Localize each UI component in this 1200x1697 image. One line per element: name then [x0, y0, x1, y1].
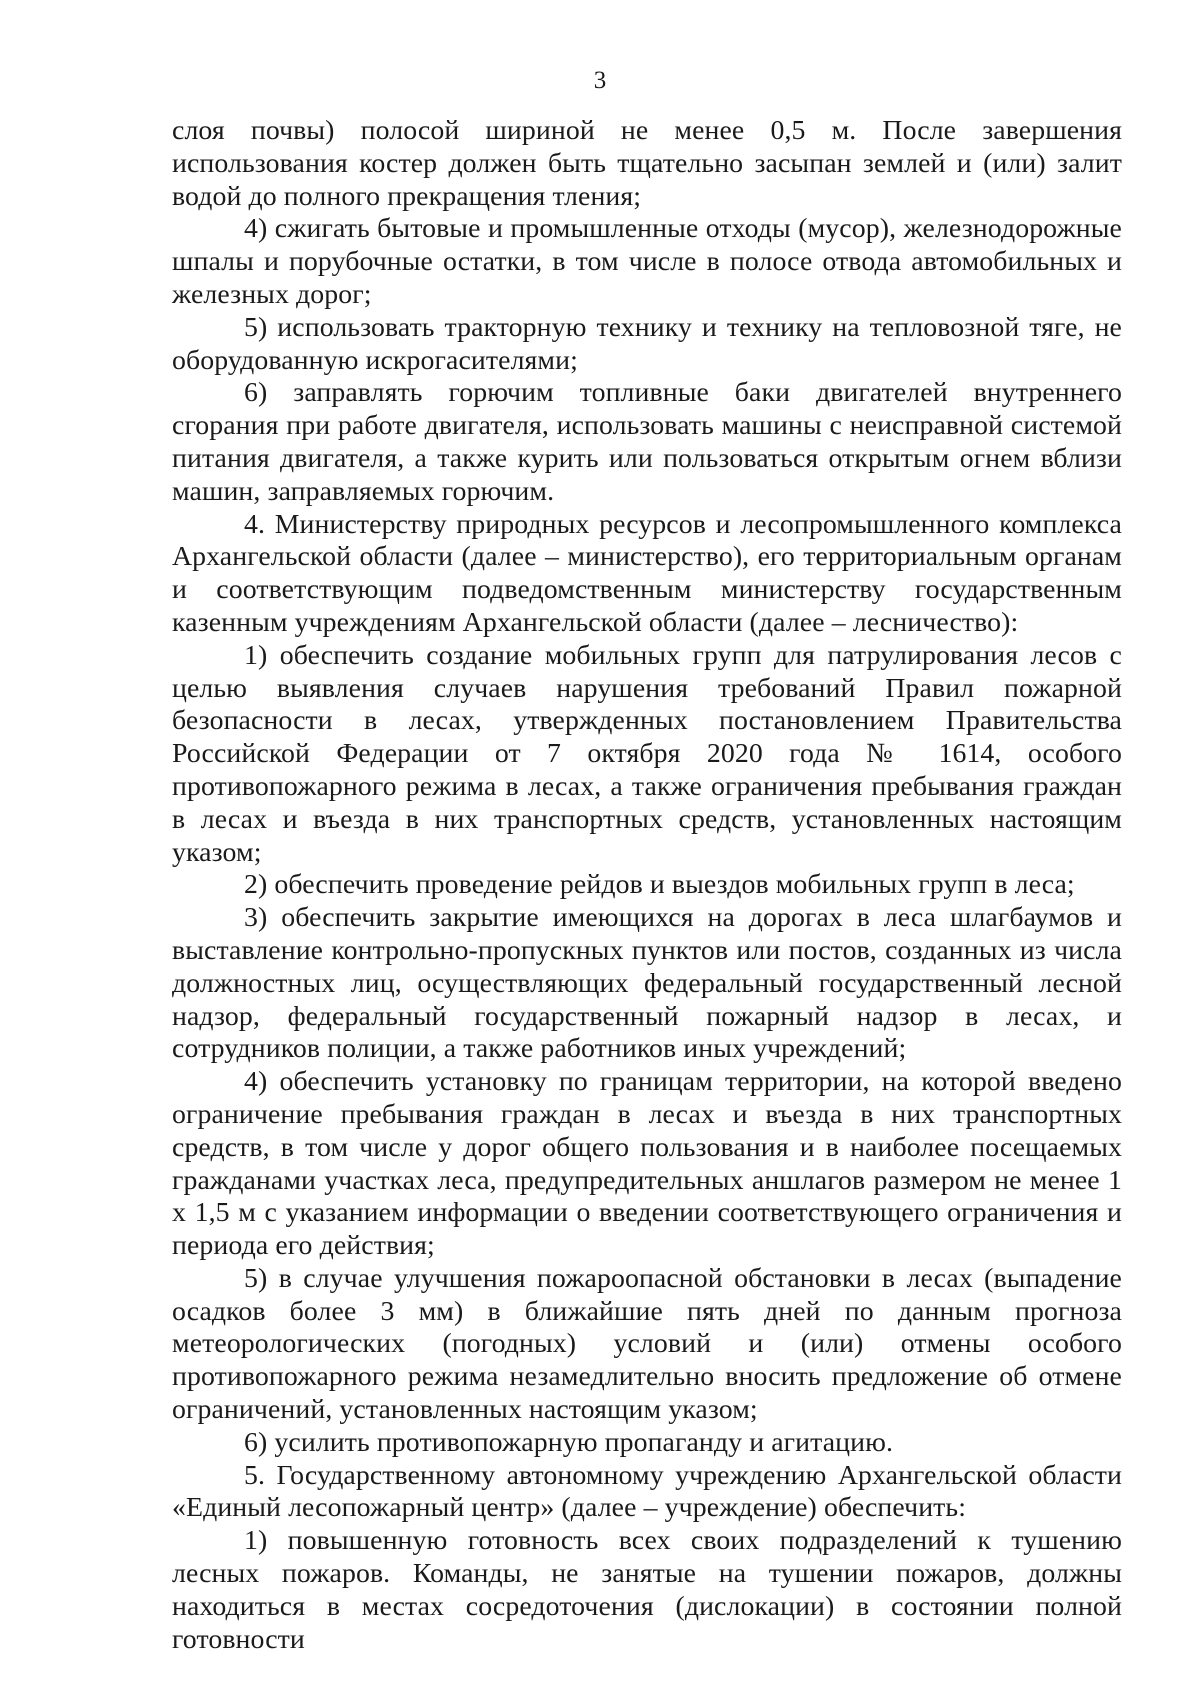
paragraph-section-4-ministry: 4. Министерству природных ресурсов и лесопромышленного комплекса Архангельской области (далее – министерство), его территориальным органам и соответствующим подведомственным министерству государственным казенным учреждениям Архангельской области (далее – лесничество):: [172, 508, 1122, 638]
document-body: [172, 115, 1122, 1656]
paragraph-item-3-barriers: 3) обеспечить закрытие имеющихся на дорогах в леса шлагбаумов и выставление контрольно-пропускных пунктов или постов, созданных из числа должностных лиц, осуществляющих федеральный государственный лесной надзор, федеральный государственный пожарный надзор в лесах, и сотрудников полиции, а также работников иных учреждений;: [172, 902, 1122, 1065]
paragraph-item-1-mobile-groups: 1) обеспечить создание мобильных групп для патрулирования лесов с целью выявления случаев нарушения требований Правил пожарной безопасности в лесах, утвержденных постановлением Правительства Российской Федерации от 7 октября 2020 года № 1614, особого противопожарного режима в лесах, а также ограничения пребывания граждан в лесах и въезда в них транспортных средств, установленных настоящим указом;: [172, 639, 1122, 868]
paragraph-item-2-raids: 2) обеспечить проведение рейдов и выездов мобильных групп в леса;: [244, 869, 1075, 901]
page-number: 3: [593, 67, 607, 94]
paragraph-continuation: слоя почвы) полосой шириной не менее 0,5 м. После завершения использования костер должен быть тщательно засыпан землей и (или) залит водой до полного прекращения тления;: [172, 115, 1122, 212]
paragraph-item-5-cancel-restrictions: 5) в случае улучшения пожароопасной обстановки в лесах (выпадение осадков более 3 мм) в ближайшие пять дней по данным прогноза метеорологических (погодных) условий и (или) отмены особого противопожарного режима незамедлительно вносить предложение об отмене ограничений, установленных настоящим указом;: [172, 1262, 1122, 1426]
paragraph-item-6-refueling: 6) заправлять горючим топливные баки двигателей внутреннего сгорания при работе двигателя, использовать машины с неисправной системой питания двигателя, а также курить или пользоваться открытым огнем вблизи машин, заправляемых горючим.: [172, 377, 1122, 507]
paragraph-section-5-fire-center: 5. Государственному автономному учреждению Архангельской области «Единый лесопожарный центр» (далее – учреждение) обеспечить:: [172, 1459, 1122, 1524]
paragraph-item-4-warning-signs: 4) обеспечить установку по границам территории, на которой введено ограничение пребывания граждан в лесах и въезда в них транспортных средств, в том числе у дорог общего пользования и в наиболее посещаемых гражданами участках леса, предупредительных аншлагов размером не менее 1 х 1,5 м с указанием информации о введении соответствующего ограничения и периода его действия;: [172, 1066, 1122, 1262]
paragraph-item-6-propaganda: 6) усилить противопожарную пропаганду и агитацию.: [244, 1426, 894, 1458]
paragraph-item-4-burning-waste: 4) сжигать бытовые и промышленные отходы (мусор), железнодорожные шпалы и порубочные остатки, в том числе в полосе отвода автомобильных и железных дорог;: [172, 213, 1122, 310]
paragraph-item-5-tractor-equipment: 5) использовать тракторную технику и технику на тепловозной тяге, не оборудованную искрогасителями;: [172, 311, 1122, 376]
paragraph-item-1-readiness: 1) повышенную готовность всех своих подразделений к тушению лесных пожаров. Команды, не занятые на тушении пожаров, должны находиться в местах сосредоточения (дислокации) в состоянии полной готовности: [172, 1525, 1122, 1655]
